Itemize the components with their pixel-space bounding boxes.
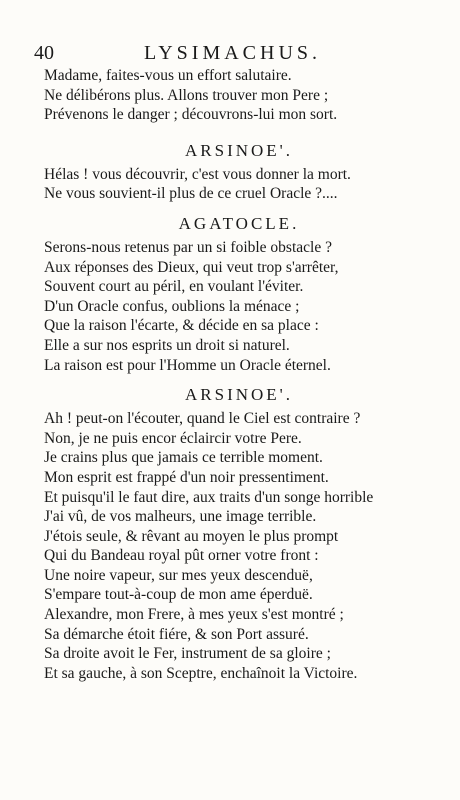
verse-line: S'empare tout-à-coup de mon ame éperduë. [44,586,313,604]
speech-block [44,238,434,375]
text-body [44,66,434,683]
verse-line: J'ai vû, de vos malheurs, une image terrible. [44,508,317,526]
verse-line: Ne vous souvient-il plus de ce cruel Oracle ?.... [44,185,338,203]
verse-line: Qui du Bandeau royal pût orner votre front : [44,547,319,565]
verse-line: Madame, faites-vous un effort salutaire. [44,67,292,84]
verse-line: Elle a sur nos esprits un droit si naturel. [44,336,290,354]
running-title: LYSIMACHUS. [144,42,322,64]
verse-line: La raison est pour l'Homme un Oracle éternel. [44,356,331,374]
speech-block [44,165,434,204]
verse-line: Que la raison l'écarte, & décide en sa place : [44,317,319,335]
speaker-name: ARSINOE'. [185,385,293,405]
verse-line: Sa droite avoit le Fer, instrument de sa gloire ; [44,645,331,663]
verse-line: Une noire vapeur, sur mes yeux descenduë, [44,566,313,584]
speaker-name: ARSINOE'. [185,140,293,160]
opening-verse [44,66,434,125]
speaker-name: AGATOCLE. [178,213,300,233]
verse-line: Ah ! peut-on l'écouter, quand le Ciel est contraire ? [44,410,361,428]
verse-line: Sa démarche étoit fiére, & son Port assuré. [44,625,309,643]
verse-line: Ne délibérons plus. Allons trouver mon Pere ; [44,86,329,104]
page-number: 40 [34,42,54,64]
verse-line: D'un Oracle confus, oublions la ménace ; [44,297,300,315]
verse-line: Alexandre, mon Frere, à mes yeux s'est montré ; [44,606,344,624]
speech-block [44,409,434,683]
verse-line: Je crains plus que jamais ce terrible moment. [44,449,323,467]
verse-line: Prévenons le danger ; découvrons-lui mon sort. [44,106,338,124]
verse-line: J'étois seule, & rêvant au moyen le plus prompt [44,527,339,545]
verse-line: Et puisqu'il le faut dire, aux traits d'un songe horrible [44,488,374,506]
verse-line: Souvent court au péril, en voulant l'éviter. [44,278,304,296]
verse-line: Mon esprit est frappé d'un noir pressentiment. [44,468,329,486]
page-header [34,40,430,66]
verse-line: Aux réponses des Dieux, qui veut trop s'arrêter, [44,258,339,276]
verse-line: Non, je ne puis encor éclaircir votre Pere. [44,429,302,447]
verse-line: Et sa gauche, à son Sceptre, enchaînoit la Victoire. [44,664,358,682]
verse-line: Hélas ! vous découvrir, c'est vous donner la mort. [44,165,351,183]
verse-line: Serons-nous retenus par un si foible obstacle ? [44,238,332,256]
